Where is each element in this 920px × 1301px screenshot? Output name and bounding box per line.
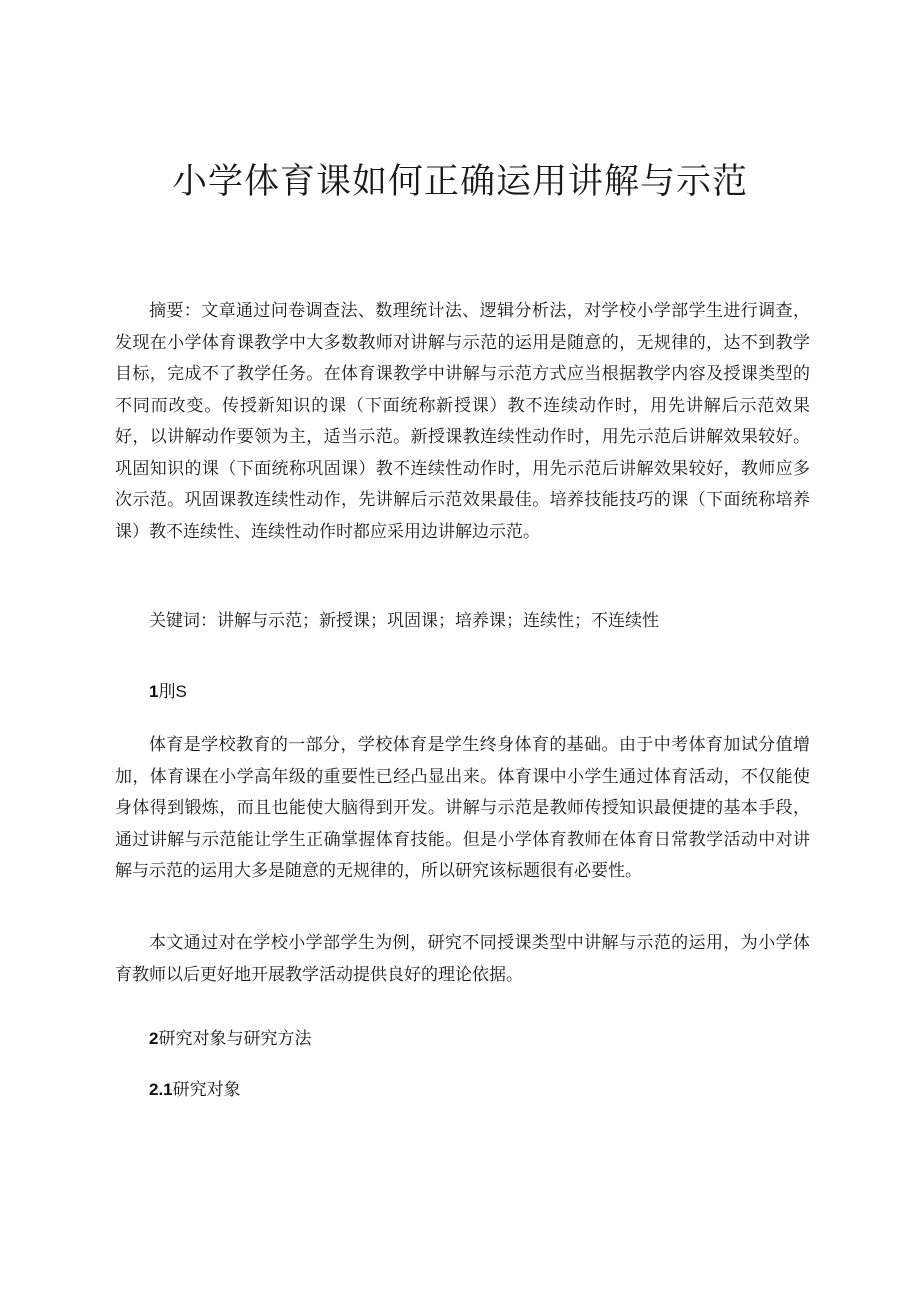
- section-1-heading: [149, 676, 187, 708]
- section-2-1-heading: [149, 1074, 241, 1106]
- keywords-line: 关键词：讲解与示范；新授课；巩固课；培养课；连续性；不连续性: [149, 611, 659, 631]
- section-2-number: 2: [149, 1029, 159, 1048]
- document-title: 小学体育课如何正确运用讲解与示范: [171, 162, 748, 202]
- intro-paragraph-2: 本文通过对在学校小学部学生为例，研究不同授课类型中讲解与示范的运用，为小学体育教师以后更好地开展教学活动提供良好的理论依据。: [115, 933, 810, 985]
- section-1-number: 1: [149, 682, 159, 701]
- section-2-heading: [149, 1023, 311, 1055]
- section-2-1-number: 2.1: [149, 1080, 173, 1099]
- section-2-title: 研究对象与研究方法: [158, 1029, 312, 1049]
- abstract-paragraph: 摘要：文章通过问卷调查法、数理统计法、逻辑分析法，对学校小学部学生进行调查，发现在小学体育课教学中大多数教师对讲解与示范的运用是随意的，无规律的，达不到教学目标，完成不了教学任务。在体育课教学中讲解与示范方式应当根据教学内容及授课类型的不同而改变。传授新知识的课（下面统称新授课）教不连续动作时，用先讲解后示范效果好，以讲解动作要领为主，适当示范。新授课教连续性动作时，用先示范后讲解效果较好。巩固知识的课（下面统称巩固课）教不连续性动作时，用先示范后讲解效果较好，教师应多次示范。巩固课教连续性动作，先讲解后示范效果最佳。培养技能技巧的课（下面统称培养课）教不连续性、连续性动作时都应采用边讲解边示范。: [115, 301, 810, 542]
- intro-paragraph-1: 体育是学校教育的一部分，学校体育是学生终身体育的基础。由于中考体育加试分值增加，体育课在小学高年级的重要性已经凸显出来。体育课中小学生通过体育活动，不仅能使身体得到锻炼，而且也能使大脑得到开发。讲解与示范是教师传授知识最便捷的基本手段，通过讲解与示范能让学生正确掌握体育技能。但是小学体育教师在体育日常教学活动中对讲解与示范的运用大多是随意的无规律的，所以研究该标题很有必要性。: [115, 735, 810, 881]
- section-2-1-title: 研究对象: [172, 1080, 241, 1100]
- section-1-title: 刖S: [158, 682, 187, 701]
